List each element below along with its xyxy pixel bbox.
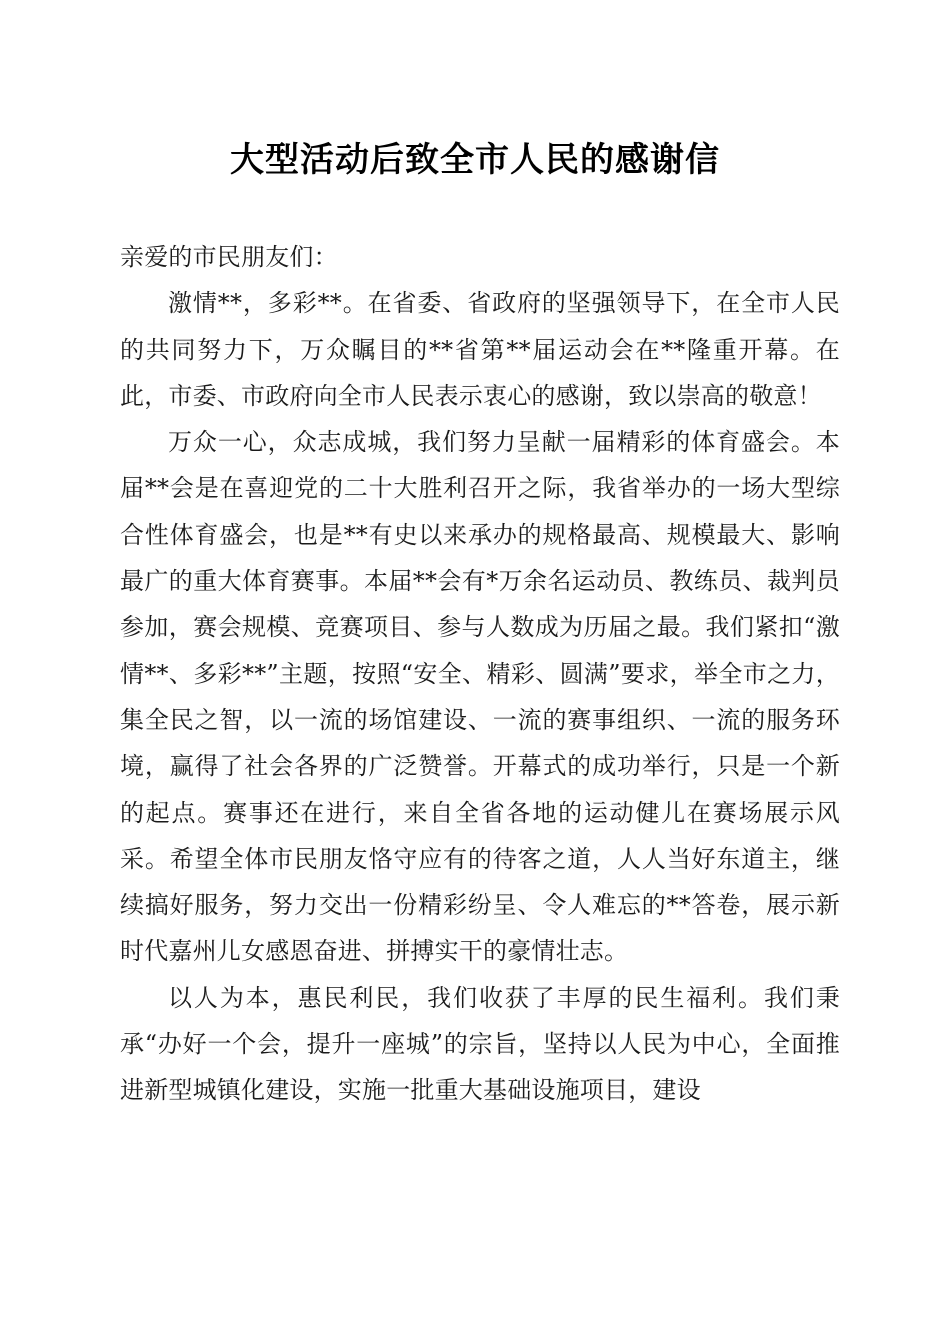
letter-body [120,234,840,1114]
letter-title: 大型活动后致全市人民的感谢信 [230,140,720,180]
paragraph-1: 激情**，多彩**。在省委、省政府的坚强领导下，在全市人民的共同努力下，万众瞩目的**省第**届运动会在**隆重开幕。在此，市委、市政府向全市人民表示衷心的感谢，致以崇高的敬意！ [120,289,840,410]
paragraph-2: 万众一心，众志成城，我们努力呈献一届精彩的体育盛会。本届**会是在喜迎党的二十大胜利召开之际，我省举办的一场大型综合性体育盛会，也是**有史以来承办的规格最高、规模最大、影响最广的重大体育赛事。本届**会有*万余名运动员、教练员、裁判员参加，赛会规模、竞赛项目、参与人数成为历届之最。我们紧扣“激情**、多彩**”主题，按照“安全、精彩、圆满”要求，举全市之力，集全民之智，以一流的场馆建设、一流的赛事组织、一流的服务环境，赢得了社会各界的广泛赞誉。开幕式的成功举行，只是一个新的起点。赛事还在进行，来自全省各地的运动健儿在赛场展示风采。希望全体市民朋友恪守应有的待客之道，人人当好东道主，继续搞好服务，努力交出一份精彩纷呈、令人难忘的**答卷，展示新时代嘉州儿女感恩奋进、拼搏实干的豪情壮志。 [120,428,840,966]
salutation: 亲爱的市民朋友们： [120,243,338,271]
paragraph-3: 以人为本，惠民利民，我们收获了丰厚的民生福利。我们秉承“办好一个会，提升一座城”的宗旨，坚持以人民为中心，全面推进新型城镇化建设，实施一批重大基础设施项目，建设 [120,983,840,1105]
